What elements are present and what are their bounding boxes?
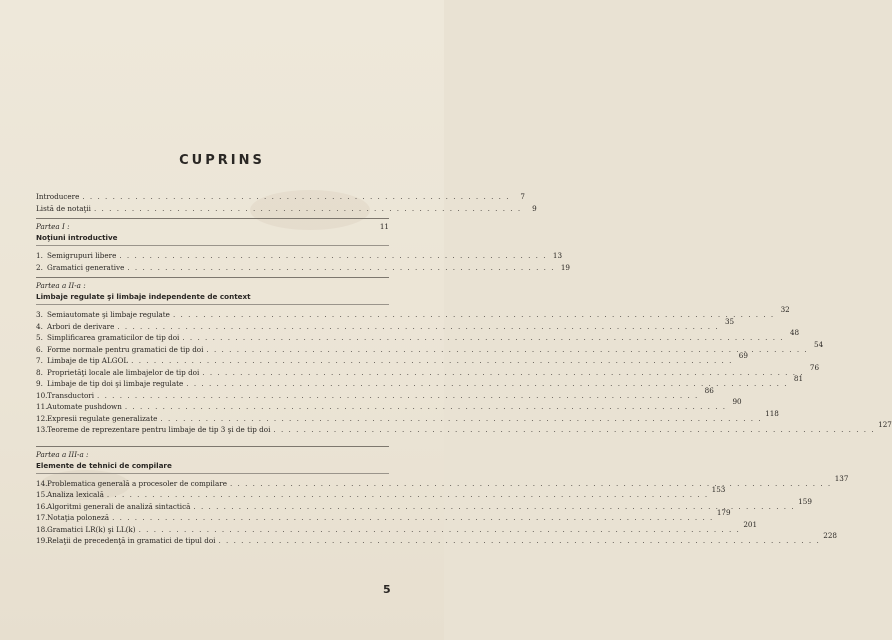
toc-leader-dots: . . . . . . . . . . . . . . . . . . . . . . . . . . . . . . . . . . . . . . . . . . . . . . . . . . . . . . . . . . . . . . . . . . . . . . . . . . . . . . . .	[172, 310, 775, 319]
toc-entry	[36, 397, 742, 414]
toc-leader-dots: . . . . . . . . . . . . . . . . . . . . . . . . . . . . . . . . . . . . . . . . . . . . . . . . . . . . . . . . . . . . . . . . . . . . . . . . . . . . . . . .	[182, 333, 785, 342]
toc-entry-label: Limbaje de tip ALGOL	[47, 356, 129, 365]
part-label: Partea a II-a :	[36, 281, 86, 290]
toc-entry-label: Expresii regulate generalizate	[47, 413, 158, 423]
heading-underline	[36, 245, 389, 246]
toc-entry	[36, 203, 537, 216]
toc-entry-label: Introducere	[36, 192, 80, 201]
toc-page-number: 201	[743, 519, 758, 529]
chapter-number: 6.	[36, 344, 43, 354]
toc-page-number: 76	[809, 362, 820, 372]
toc-entry-label: Analiza lexicală	[47, 490, 104, 499]
heading-underline	[36, 473, 389, 474]
part-3-label-row	[36, 450, 389, 461]
toc-page-number: 159	[798, 496, 812, 506]
toc-entry-label: Listă de notaţii	[36, 203, 91, 213]
toc-page-number: 90	[732, 397, 742, 406]
chapter-number: 4.	[36, 321, 43, 331]
toc-leader-dots: . . . . . . . . . . . . . . . . . . . . . . . . . . . . . . . . . . . . . . . . . . . . . . . . . . . . . . . . . . . . . . . . . . . . . . . . . . . . . . . .	[97, 390, 699, 400]
toc-leader-dots: . . . . . . . . . . . . . . . . . . . . . . . . . . . . . . . . . . . . . . . . . . . . . . . . . . . . . . . . .	[82, 192, 510, 201]
toc-entry-label: Forme normale pentru gramatici de tip doi	[47, 344, 204, 354]
toc-entry	[36, 519, 758, 537]
chapter-number: 11.	[36, 402, 48, 411]
toc-leader-dots: . . . . . . . . . . . . . . . . . . . . . . . . . . . . . . . . . . . . . . . . . . . . . . . . . . . . . . . . . . . . . . . . . . . . . . . . . . . . . . . .	[138, 524, 741, 534]
toc-entry	[36, 328, 800, 345]
chapter-number: 5.	[36, 333, 43, 342]
chapter-number: 10.	[36, 390, 48, 400]
part-label: Partea I :	[36, 222, 70, 231]
toc-page-number: 35	[724, 316, 735, 326]
toc-entry-label: Simplificarea gramaticilor de tip doi	[47, 333, 180, 342]
toc-page-number: 13	[552, 251, 563, 260]
toc-entry-label: Gramatici LR(k) şi LL(k)	[47, 524, 136, 534]
part-heading: Limbaje regulate şi limbaje independente de context	[36, 292, 251, 301]
toc-leader-dots: . . . . . . . . . . . . . . . . . . . . . . . . . . . . . . . . . . . . . . . . . . . . . . . . . . . . . . . . .	[93, 203, 522, 213]
toc-page-number: 179	[716, 508, 731, 517]
toc-entry	[36, 192, 525, 204]
toc-page-number: 7	[520, 192, 525, 201]
toc-page-number: 48	[789, 328, 800, 337]
toc-entry-label: Problematica generală a procesoler de compilare	[47, 478, 227, 488]
toc-leader-dots: . . . . . . . . . . . . . . . . . . . . . . . . . . . . . . . . . . . . . . . . . . . . . . . . . . . . . . . . . . . . . . . . . . . . . . . . . . . . . . . .	[206, 344, 809, 354]
chapter-number: 2.	[36, 262, 43, 272]
section-divider	[36, 446, 389, 447]
toc-leader-dots: . . . . . . . . . . . . . . . . . . . . . . . . . . . . . . . . . . . . . . . . . . . . . . . . . . . . . . . . . . . . . . . . . . . . . . . . . . . . . . . .	[160, 413, 763, 423]
toc-entry	[36, 420, 892, 437]
toc-entry-label: Semigrupuri libere	[47, 251, 117, 260]
toc-page-number: 54	[814, 339, 824, 349]
heading-underline	[36, 304, 389, 305]
toc-leader-dots: . . . . . . . . . . . . . . . . . . . . . . . . . . . . . . . . . . . . . . . . . . . . . . . . . . . . . . . . . . . . . . . . . . . . . . . . . . . . . . . .	[202, 367, 805, 377]
toc-leader-dots: . . . . . . . . . . . . . . . . . . . . . . . . . . . . . . . . . . . . . . . . . . . . . . . . . . . . . . . . . . . . . . . . . . . . . . . . . . . . . . . .	[112, 513, 714, 522]
section-divider	[36, 277, 389, 278]
toc-leader-dots: . . . . . . . . . . . . . . . . . . . . . . . . . . . . . . . . . . . . . . . . . . . . . . . . . . . . . . . . .	[127, 262, 555, 272]
toc-leader-dots: . . . . . . . . . . . . . . . . . . . . . . . . . . . . . . . . . . . . . . . . . . . . . . . . . . . . . . . . . . . . . . . . . . . . . . . . . . . . . . . .	[218, 536, 821, 545]
page-title: CUPRINS	[179, 153, 265, 168]
part-heading: Elemente de tehnici de compilare	[36, 460, 172, 470]
toc-page-number: 127	[878, 420, 892, 429]
toc-page-number: 118	[765, 408, 779, 418]
part-heading: Noţiuni introductive	[36, 233, 118, 242]
part-2-label-row	[36, 281, 389, 292]
chapter-number: 18.	[36, 524, 48, 534]
toc-page-number: 9	[532, 203, 537, 213]
toc-entry	[36, 251, 563, 263]
toc-entry-label: Arbori de derivare	[47, 321, 115, 331]
toc-entry-label: Algoritmi generali de analiză sintactică	[47, 501, 191, 511]
toc-page-number: 137	[834, 473, 849, 483]
toc-entry-label: Notaţia poloneză	[47, 513, 110, 522]
toc-leader-dots: . . . . . . . . . . . . . . . . . . . . . . . . . . . . . . . . . . . . . . . . . . . . . . . . . . . . . . . . . . . . . . . . . . . . . . . . . . . . . . . .	[117, 321, 720, 331]
toc-entry-label: Relaţii de precedenţă in gramatici de tipul doi	[47, 536, 216, 545]
toc-page-number: 228	[823, 531, 837, 540]
toc-entry-label: Limbaje de tip doi şi limbaje regulate	[47, 379, 184, 388]
toc-page-number: 86	[704, 385, 714, 395]
chapter-number: 7.	[36, 356, 43, 365]
page-number: 5	[383, 583, 391, 596]
chapter-number: 15.	[36, 490, 48, 499]
toc-page-number: 81	[793, 374, 804, 383]
toc-entry	[36, 485, 726, 502]
toc-page-number: 11	[379, 222, 389, 231]
toc-leader-dots: . . . . . . . . . . . . . . . . . . . . . . . . . . . . . . . . . . . . . . . . . . . . . . . . . . . . . . . . . . . . . . . . . . . . . . . . . . . . . . . .	[124, 402, 727, 411]
toc-entry	[36, 262, 570, 275]
toc-entry-label: Automate pushdown	[47, 402, 122, 411]
toc-entry-label: Gramatici generative	[47, 262, 125, 272]
part-3-entries	[36, 473, 849, 548]
toc-leader-dots: . . . . . . . . . . . . . . . . . . . . . . . . . . . . . . . . . . . . . . . . . . . . . . . . . . . . . . . . . . . . . . . . . . . . . . . . . . . . . . . .	[131, 356, 733, 365]
chapter-number: 9.	[36, 379, 43, 388]
chapter-number: 14.	[36, 478, 48, 488]
toc-leader-dots: . . . . . . . . . . . . . . . . . . . . . . . . . . . . . . . . . . . . . . . . . . . . . . . . . . . . . . . . . . . . . . . . . . . . . . . . . . . . . . . .	[229, 478, 832, 488]
toc-entry	[36, 316, 735, 334]
part-1-label-row	[36, 222, 389, 233]
toc-leader-dots: . . . . . . . . . . . . . . . . . . . . . . . . . . . . . . . . . . . . . . . . . . . . . . . . . . . . . . . . . . . . . . . . . . . . . . . . . . . . . . . .	[106, 490, 709, 499]
chapter-number: 8.	[36, 367, 43, 377]
toc-entry	[36, 508, 731, 525]
toc-entry-label: Semiautomate şi limbaje regulate	[47, 310, 170, 319]
toc-page-number: 19	[560, 262, 570, 272]
chapter-number: 12.	[36, 413, 48, 423]
toc-leader-dots: . . . . . . . . . . . . . . . . . . . . . . . . . . . . . . . . . . . . . . . . . . . . . . . . . . . . . . . . . . . . . . . . . . . . . . . . . . . . . . . .	[273, 425, 876, 434]
toc-entry-label: Teoreme de reprezentare pentru limbaje de tip 3 şi de tip doi	[47, 425, 271, 434]
toc-entry	[36, 408, 779, 426]
toc-entry-label: Proprietăţi locale ale limbajelor de tip doi	[47, 367, 200, 377]
toc-leader-dots: . . . . . . . . . . . . . . . . . . . . . . . . . . . . . . . . . . . . . . . . . . . . . . . . . . . . . . . . . . . . . . . . . . . . . . . . . . . . . . . .	[186, 379, 789, 388]
toc-entry	[36, 351, 748, 368]
chapter-number: 1.	[36, 251, 43, 260]
part-2-entries	[36, 305, 892, 437]
toc-entry	[36, 385, 714, 403]
toc-leader-dots: . . . . . . . . . . . . . . . . . . . . . . . . . . . . . . . . . . . . . . . . . . . . . . . . . . . . . . . . .	[119, 251, 548, 260]
chapter-number: 13.	[36, 425, 48, 434]
chapter-number: 19.	[36, 536, 48, 545]
chapter-number: 16.	[36, 501, 48, 511]
chapter-number: 17.	[36, 513, 48, 522]
chapter-number: 3.	[36, 310, 43, 319]
toc-entry-label: Transductori	[47, 390, 95, 400]
section-divider	[36, 218, 389, 219]
toc-page-number: 153	[711, 485, 726, 494]
toc-leader-dots: . . . . . . . . . . . . . . . . . . . . . . . . . . . . . . . . . . . . . . . . . . . . . . . . . . . . . . . . . . . . . . . . . . . . . . . . . . . . . . . .	[193, 501, 796, 511]
toc-page-number: 32	[780, 305, 790, 314]
toc-page-number: 69	[738, 351, 748, 360]
part-label: Partea a III-a :	[36, 449, 89, 459]
table-of-contents	[36, 192, 892, 548]
toc-entry	[36, 531, 837, 548]
